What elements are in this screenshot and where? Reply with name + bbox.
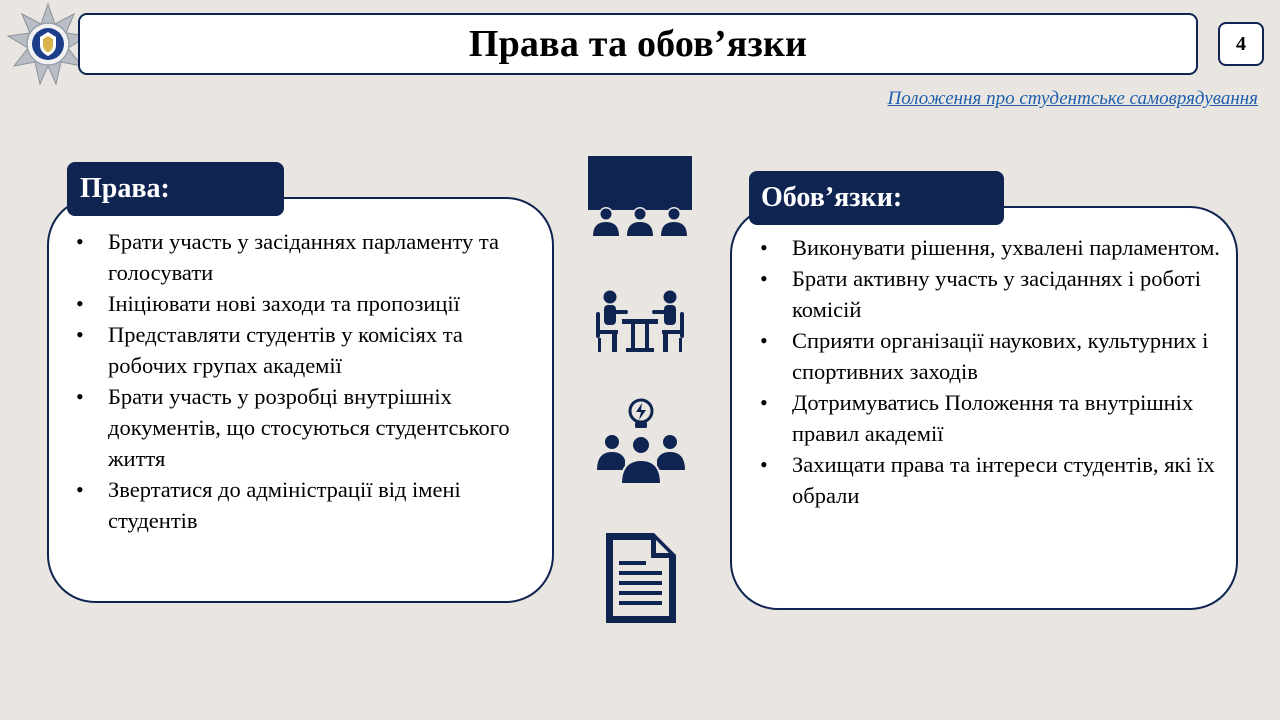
- list-item: • Представляти студентів у комісіях та робочих групах академії: [76, 319, 536, 381]
- duties-list: [760, 232, 1220, 511]
- document-icon: [604, 531, 678, 625]
- regulation-link[interactable]: Положення про студентське самоврядування: [887, 88, 1258, 109]
- duties-heading: Обов’язки:: [749, 171, 1004, 225]
- rights-list: [76, 226, 536, 536]
- list-item: • Брати участь у засіданнях парламенту та голосувати: [76, 226, 536, 288]
- list-item: • Брати участь у розробці внутрішніх документів, що стосуються студентського життя: [76, 381, 536, 474]
- presentation-audience-icon: [586, 154, 694, 238]
- list-item: • Брати активну участь у засіданнях і роботі комісій: [760, 263, 1220, 325]
- title-bar: [78, 13, 1198, 75]
- team-idea-icon: [595, 398, 687, 486]
- meeting-table-icon: [594, 290, 686, 354]
- list-item: • Виконувати рішення, ухвалені парламентом.: [760, 232, 1220, 263]
- list-item: • Захищати права та інтереси студентів, які їх обрали: [760, 449, 1220, 511]
- rights-heading: Права:: [67, 162, 284, 216]
- list-item: • Дотримуватись Положення та внутрішніх правил академії: [760, 387, 1220, 449]
- list-item: • Ініціювати нові заходи та пропозиції: [76, 288, 536, 319]
- page-number: 4: [1218, 22, 1264, 66]
- list-item: • Звертатися до адміністрації від імені студентів: [76, 474, 536, 536]
- page-title: Права та обов’язки: [468, 23, 808, 65]
- list-item: • Сприяти організації наукових, культурних і спортивних заходів: [760, 325, 1220, 387]
